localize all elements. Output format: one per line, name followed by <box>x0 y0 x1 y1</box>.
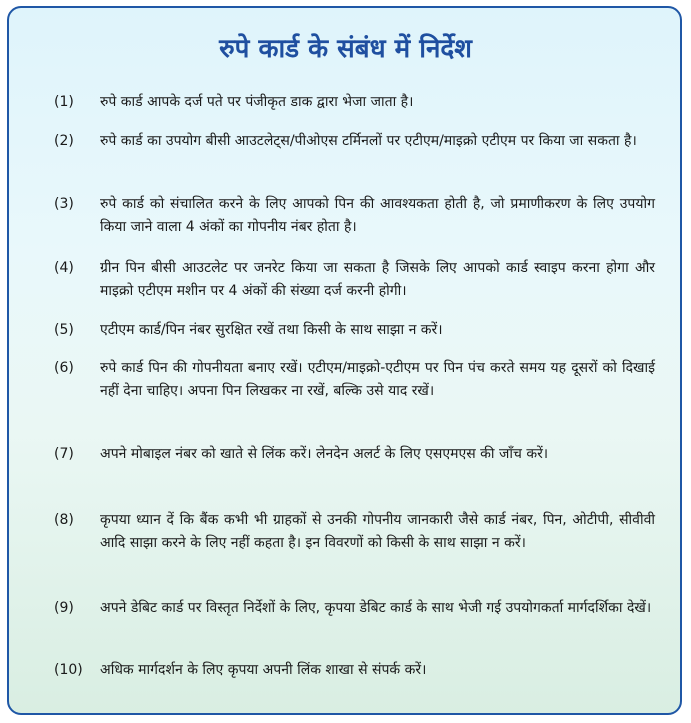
item-text: अपने मोबाइल नंबर को खाते से लिंक करें। लेनदेन अलर्ट के लिए एसएमएस की जाँच करें। <box>100 446 549 462</box>
item-text: रुपे कार्ड आपके दर्ज पते पर पंजीकृत डाक द्वारा भेजा जाता है। <box>100 94 414 110</box>
item-number: (10) <box>54 662 83 678</box>
item-text: रुपे कार्ड को संचालित करने के लिए आपको पिन की आवश्यकता होती है, जो प्रमाणीकरण के लिए उपयोग किया जाने वाला 4 अंकों का गोपनीय नंबर होता है। <box>100 196 655 235</box>
item-number: (7) <box>54 446 74 462</box>
item-number: (1) <box>54 94 74 110</box>
item-text: एटीएम कार्ड/पिन नंबर सुरक्षित रखें तथा किसी के साथ साझा न करें। <box>100 322 443 338</box>
item-number: (8) <box>54 512 74 528</box>
item-text: रुपे कार्ड पिन की गोपनीयता बनाए रखें। एटीएम/माइक्रो-एटीएम पर पिन पंच करते समय यह दूसरों को दिखाई नहीं देना चाहिए। अपना पिन लिखकर ना रखें, बल्कि उसे याद रखें। <box>100 360 655 399</box>
item-number: (6) <box>54 360 74 376</box>
item-text: ग्रीन पिन बीसी आउटलेट पर जनरेट किया जा सकता है जिसके लिए आपको कार्ड स्वाइप करना होगा और माइक्रो एटीएम मशीन पर 4 अंकों की संख्या दर्ज करनी होगी। <box>100 260 655 299</box>
item-number: (5) <box>54 322 74 338</box>
page-title: रुपे कार्ड के संबंध में निर्देश <box>219 34 472 64</box>
item-text: रुपे कार्ड का उपयोग बीसी आउटलेट्स/पीओएस टर्मिनलों पर एटीएम/माइक्रो एटीएम पर किया जा सकता है। <box>100 133 637 149</box>
item-text: कृपया ध्यान दें कि बैंक कभी भी ग्राहकों से उनकी गोपनीय जानकारी जैसे कार्ड नंबर, पिन, ओटीपी, सीवीवी आदि साझा करने के लिए नहीं कहता है। इन विवरणों को किसी के साथ साझा न करें। <box>100 512 655 551</box>
item-text: अपने डेबिट कार्ड पर विस्तृत निर्देशों के लिए, कृपया डेबिट कार्ड के साथ भेजी गई उपयोगकर्ता मार्गदर्शिका देखें। <box>100 600 652 616</box>
item-number: (3) <box>54 196 74 212</box>
item-text: अधिक मार्गदर्शन के लिए कृपया अपनी लिंक शाखा से संपर्क करें। <box>100 662 427 678</box>
item-number: (4) <box>54 260 74 276</box>
item-number: (2) <box>54 133 74 149</box>
item-number: (9) <box>54 600 74 616</box>
